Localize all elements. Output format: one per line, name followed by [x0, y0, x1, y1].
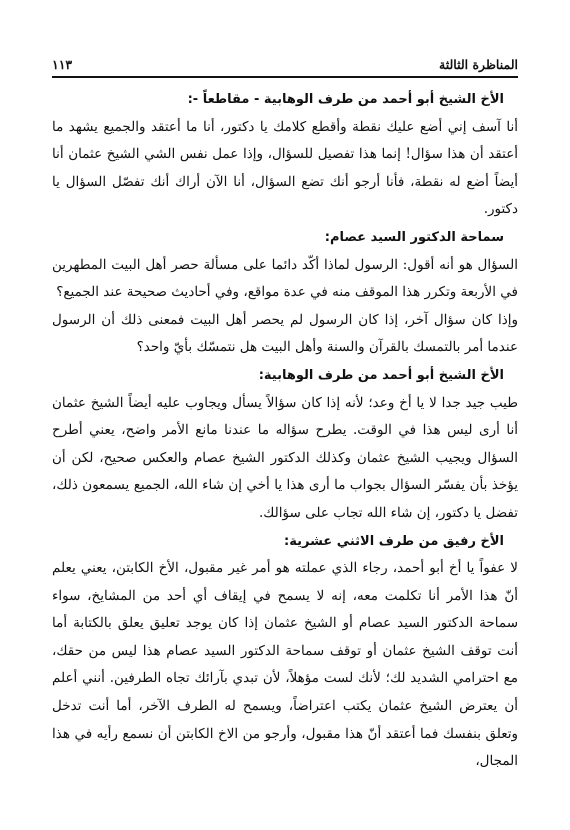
paragraph: لا عفواً يا أخ أبو أحمد، رجاء الذي عملته هو أمر غير مقبول، الأخ الكابتن، يعني يعلم أنّ هذا الأمر أنا تكلمت معه، إنه لا يسمح في إيقاف أي أحد من المشايخ، سواء سماحة الدكتور السيد عصام أو الشيخ عثمان إذا كان يوجد تعليق يعلق بالكتابة أما أنت توقف الشيخ عثمان أو توقف سماحة الدكتور السيد عصام هذا ليس من حقك، مع احترامي الشديد لك؛ لأنك لست مؤهلاً، لأن تبدي بآرائك تجاه الطرفين. أنني أعلم أن يعترض الشيخ عثمان يكتب اعتراضاً، ويسمح له الطرف الآخر، أما أنت تدخل وتعلق بنفسك فما أعتقد أنّ هذا مقبول، وأرجو من الاخ الكابتن أن نسمع رأيه في هذا المجال، — [52, 560, 518, 770]
page-number: ١١٣ — [52, 57, 73, 72]
speaker-heading: سماحة الدكتور السيد عصام: — [324, 229, 504, 245]
speaker-heading: الأخ الشيخ أبو أحمد من طرف الوهابية - مقاطعاً -: — [187, 92, 504, 107]
header-rule — [52, 76, 518, 78]
paragraph: وإذا كان سؤال آخر، إذا كان الرسول لم يحصر أهل البيت فمعنى ذلك أن الرسول عندما أمر بالتمسك بالقرآن والسنة وأهل البيت هل نتمسّك بأيّ واحد؟ — [52, 311, 518, 356]
paragraph: السؤال هو أنه أقول: الرسول لماذا أكّد دائما على مسألة حصر أهل البيت المطهرين في الأربعة وتكرر هذا الموقف منه في عدة مواقع، وفي أحاديث صحيحة عند الجميع؟ — [52, 256, 518, 301]
speaker-heading: الأخ الشيخ أبو أحمد من طرف الوهابية: — [258, 367, 504, 383]
page-body — [52, 86, 518, 776]
page-header — [52, 52, 518, 72]
paragraph: أنا آسف إني أضع عليك نقطة وأقطع كلامك يا دكتور، أنا ما أعتقد والجميع يشهد ما أعتقد أن هذا سؤال! إنما هذا تفصيل للسؤال، وإذا عمل نفس الشي الشيخ عثمان أنا أيضاً أضع له نقطة، فأنا أرجو أنك تضع السؤال، أنا الآن أراك أنك تفصّل السؤال يا دكتور. — [52, 118, 518, 218]
paragraph: طيب جيد جدا لا يا أخ وعد؛ لأنه إذا كان سؤالاً يسأل ويجاوب عليه أيضاً الشيخ عثمان أنا أرى ليس هذا في الوقت. يطرح سؤاله ما عندنا مانع الأمر واضح، يعني أطرح السؤال ويجيب الشيخ عثمان وكذلك الدكتور الشيخ عصام والعكس صحيح، لكن أن يؤخذ بأن يفسّر السؤال بجواب ما أرى هذا يا أخي إن شاء الله، الجميع يسمعون ذلك، تفضل يا دكتور، إن شاء الله تجاب على سؤالك. — [52, 394, 518, 521]
chapter-title: المناظرة الثالثة — [439, 57, 518, 72]
speaker-heading: الأخ رفيق من طرف الاثني عشرية: — [284, 533, 504, 549]
